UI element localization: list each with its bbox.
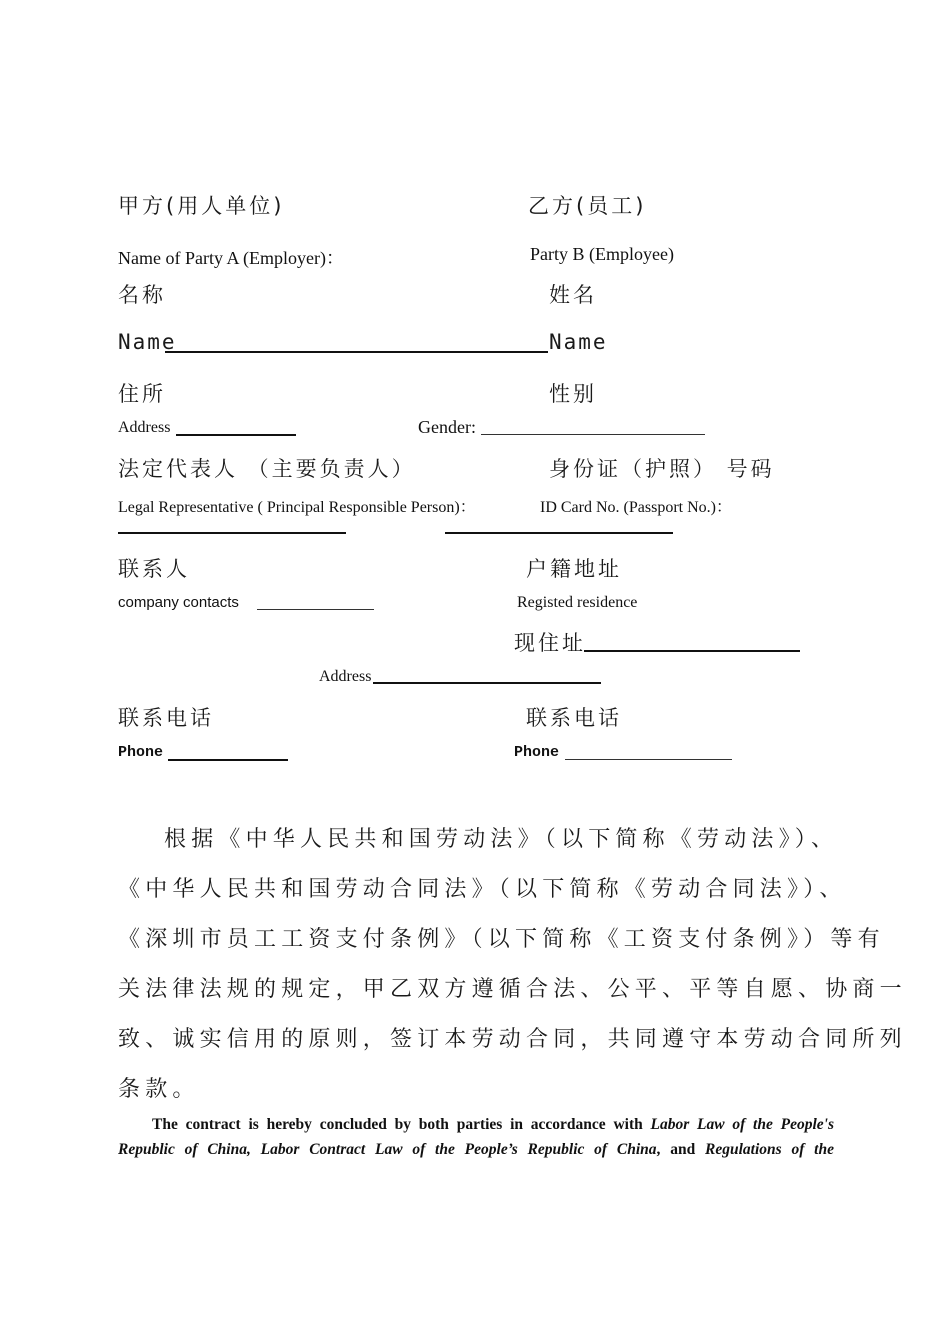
preamble-cn-line: 关法律法规的规定，甲乙双方遵循合法、公平、平等自愿、协商一: [118, 977, 907, 1002]
party-a-name-label-en: Name: [118, 330, 177, 354]
party-a-address-label-en: Address: [118, 419, 171, 436]
party-a-name-label-cn: 名称: [118, 283, 166, 307]
party-a-name-field[interactable]: [165, 351, 548, 353]
residence-label-cn: 户籍地址: [526, 557, 622, 581]
law-title: Labor Law of the People's: [650, 1116, 834, 1133]
preamble-cn-line: 致、诚实信用的原则，签订本劳动合同，共同遵守本劳动合同所列: [118, 1027, 907, 1052]
id-card-label-en: ID Card No. (Passport No.)：: [540, 499, 732, 516]
legal-rep-label-cn: 法定代表人 （主要负责人）: [118, 457, 416, 481]
law-title: Regulations of the: [705, 1141, 834, 1158]
party-a-address-field[interactable]: [176, 434, 296, 436]
party-b-heading-en: Party B (Employee): [530, 244, 674, 264]
party-b-gender-label-en: Gender:: [418, 417, 476, 437]
party-b-phone-field[interactable]: [565, 759, 732, 760]
preamble-en-text: The contract is hereby concluded by both parties in accordance with: [152, 1116, 651, 1133]
legal-rep-label-en: Legal Representative ( Principal Responsible Person)：: [118, 499, 476, 516]
current-address-field[interactable]: [373, 682, 601, 684]
preamble-en-text: , and: [656, 1141, 705, 1158]
party-b-phone-label-en: Phone: [514, 744, 560, 761]
party-b-heading: 乙方(员工): [528, 194, 647, 218]
current-address-field-cn[interactable]: [584, 650, 800, 652]
id-card-field[interactable]: [445, 532, 673, 534]
contacts-field[interactable]: [257, 609, 374, 610]
preamble-en: [118, 1112, 834, 1162]
party-b-name-label-cn: 姓名: [549, 283, 597, 307]
party-a-phone-label-en: Phone: [118, 744, 164, 761]
party-b-name-label-en: Name: [549, 330, 608, 354]
current-address-label-en: Address: [319, 668, 372, 685]
party-a-phone-field[interactable]: [168, 759, 288, 761]
legal-rep-field[interactable]: [118, 532, 346, 534]
preamble-cn: [118, 815, 907, 1115]
party-a-address-label-cn: 住所: [118, 382, 166, 406]
preamble-cn-line: 条款。: [118, 1077, 200, 1102]
party-a-heading-en: Name of Party A (Employer)：: [118, 248, 344, 268]
party-a-phone-label-cn: 联系电话: [118, 706, 214, 730]
contacts-label-en: company contacts: [118, 594, 239, 611]
preamble-cn-line: 根据《中华人民共和国劳动法》（以下简称《劳动法》）、: [164, 827, 839, 852]
id-card-label-cn: 身份证（护照） 号码: [549, 457, 775, 481]
law-title: Republic of China, Labor Contract Law of the People’s Republic of China: [118, 1141, 657, 1158]
preamble-cn-line: 《深圳市员工工资支付条例》（以下简称《工资支付条例》）等有: [118, 927, 885, 952]
contacts-label-cn: 联系人: [118, 557, 190, 581]
preamble-en-line: [118, 1137, 834, 1162]
party-b-gender-label-cn: 性别: [549, 382, 597, 406]
party-a-heading: 甲方(用人单位): [118, 194, 285, 218]
party-b-phone-label-cn: 联系电话: [526, 706, 622, 730]
residence-label-en: Registed residence: [517, 594, 638, 611]
current-address-label-cn: 现住址: [514, 631, 586, 655]
party-b-gender-field[interactable]: [481, 434, 705, 435]
preamble-en-line: [118, 1112, 834, 1137]
preamble-cn-line: 《中华人民共和国劳动合同法》（以下简称《劳动合同法》）、: [118, 877, 847, 902]
